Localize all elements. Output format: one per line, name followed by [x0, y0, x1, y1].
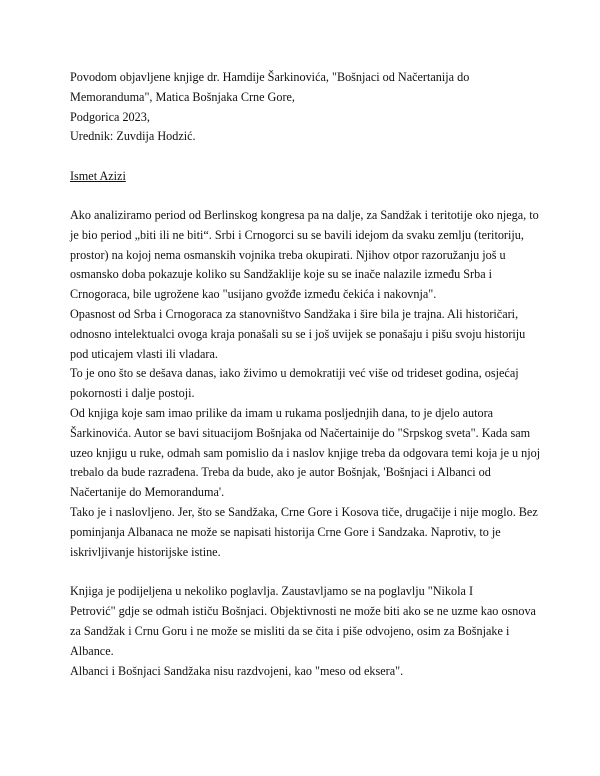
body-line: pod uticajem vlasti ili vladara. — [70, 346, 218, 361]
body-line: za Sandžak i Crnu Goru i ne može se misliti da se čita i piše odvojeno, osim za Bošnjake i — [70, 623, 510, 638]
body-line: uzeo knjigu u ruke, odmah sam pomislio da i naslov knjige treba da odgovara temi koja je u njoj — [70, 445, 541, 460]
header-line: Podgorica 2023, — [70, 109, 150, 124]
body-line: Načertanije do Memoranduma'. — [70, 485, 225, 500]
body-line: Crnogoraca, bile ugrožene kao "usijano gvožđe između čekića i nakovnja". — [70, 287, 437, 302]
body-line: Od knjiga koje sam imao prilike da imam u rukama posljednjih dana, to je djelo autora — [70, 405, 494, 420]
body-line: pokornosti i dalje postoji. — [70, 386, 195, 401]
header-block — [70, 68, 560, 147]
body-line: odnosno intelektualci ovoga kraja ponašali su se i još uvijek se ponašaju i pišu svoju historiju — [70, 326, 526, 341]
body-line: Šarkinovića. Autor se bavi situacijom Bošnjaka od Načertainije do "Srpskog sveta". Kada sam — [70, 425, 531, 440]
body-line: osmansko doba pokazuje koliko su Sandžaklije koje su se inače nalazile između Srba i — [70, 267, 493, 282]
body-line: Petrović" gdje se odmah ističu Bošnjaci. Objektivnosti ne može biti ako se ne uzme kao osnova — [70, 604, 536, 619]
body-line: prostor) na kojoj nema osmanskih vojnika treba okupirati. Njihov otpor razoružanju još u — [70, 247, 506, 262]
body-line: pominjanja Albanaca ne može se napisati historija Crne Gore i Sandzaka. Naprotiv, to je — [70, 524, 501, 539]
body-line: iskrivljivanje historijske istine. — [70, 544, 221, 559]
body-line: Ako analiziramo period od Berlinskog kongresa pa na dalje, za Sandžak i teritotije oko njega, to — [70, 207, 539, 222]
body-paragraph-block-2 — [70, 582, 560, 681]
body-line: Albanci i Bošnjaci Sandžaka nisu razdvojeni, kao "meso od eksera". — [70, 663, 404, 678]
header-line: Memoranduma", Matica Bošnjaka Crne Gore, — [70, 89, 295, 104]
body-line: Opasnost od Srba i Crnogoraca za stanovništvo Sandžaka i šire bila je trajna. Ali historičari, — [70, 306, 519, 321]
header-line: Povodom objavljene knjige dr. Hamdije Šarkinovića, "Bošnjaci od Načertanija do — [70, 70, 470, 84]
body-paragraph-block-1 — [70, 206, 560, 562]
body-line: Tako je i naslovljeno. Jer, što se Sandžaka, Crne Gore i Kosova tiče, drugačije i nije moglo. Bez — [70, 504, 538, 519]
author-name: Ismet Azizi — [70, 169, 126, 184]
body-line: To je ono što se dešava danas, iako živimo u demokratiji već više od trideset godina, osjećaj — [70, 366, 519, 381]
header-line: Urednik: Zuvdija Hodzić. — [70, 129, 196, 144]
body-line: Albance. — [70, 643, 114, 658]
body-line: je bio period „biti ili ne biti“. Srbi i Crnogorci su se bavili idejom da svaku zemlju (teritoriju, — [70, 227, 524, 242]
body-line: Knjiga je podijeljena u nekoliko poglavlja. Zaustavljamo se na poglavlju "Nikola I — [70, 584, 474, 599]
body-line: trebalo da bude razrađena. Treba da bude, ako je autor Bošnjak, 'Bošnjaci i Albanci od — [70, 465, 491, 480]
